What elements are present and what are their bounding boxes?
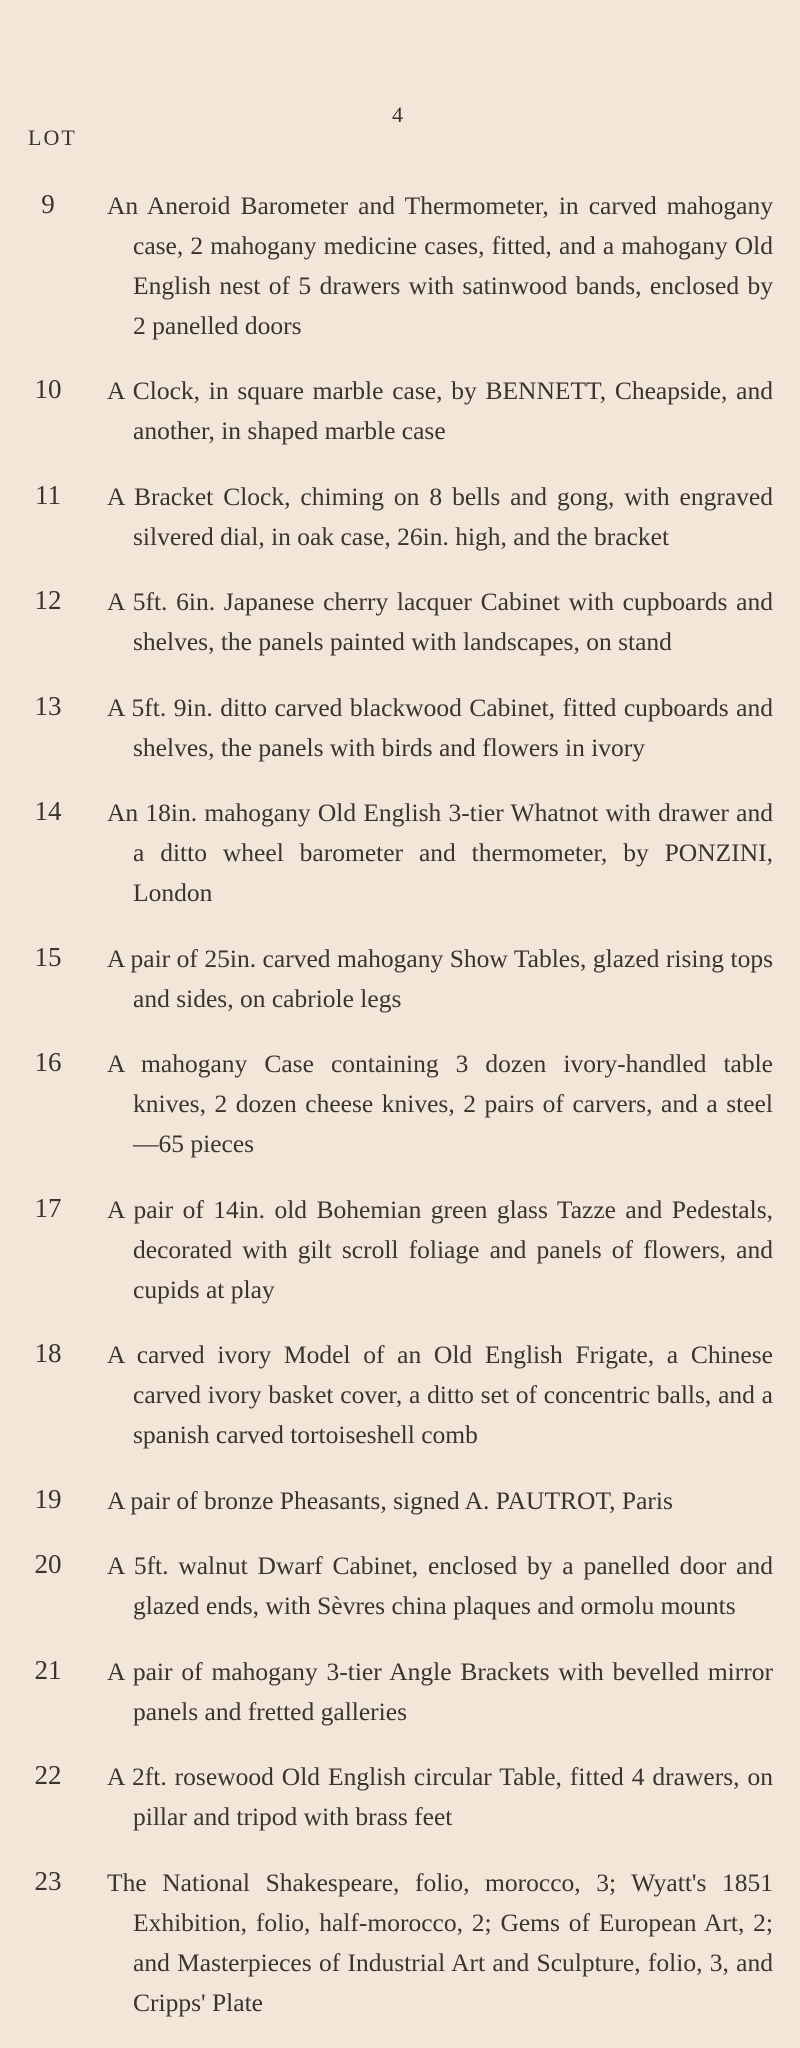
lot-number: 17	[34, 1192, 62, 1223]
lot-description: A pair of 25in. carved mahogany Show Tables, glazed rising tops and sides, on cabriole legs	[107, 943, 773, 1013]
lot-entry	[0, 186, 800, 346]
lot-description: The National Shakespeare, folio, morocco, 3; Wyatt's 1851 Exhibition, folio, half-morocco, 2; Gems of European Art, 2; and Masterpieces of Industrial Art and Sculpture, folio, 3, and Cripps' Plate	[107, 1867, 773, 2017]
lot-entry	[0, 1335, 800, 1455]
lot-description: An Aneroid Barometer and Thermometer, in carved mahogany case, 2 mahogany medicine cases, fitted, and a mahogany Old English nest of 5 drawers with satinwood bands, enclosed by 2 panelled doors	[107, 190, 773, 340]
lot-list	[0, 160, 800, 2048]
lot-number: 15	[34, 941, 62, 972]
lot-description: An 18in. mahogany Old English 3-tier Whatnot with drawer and a ditto wheel barometer and thermometer, by PONZINI, London	[107, 798, 773, 907]
lot-description: A 2ft. rosewood Old English circular Table, fitted 4 drawers, on pillar and tripod with brass feet	[107, 1762, 773, 1831]
lot-number: 22	[34, 1760, 62, 1790]
lot-description: A 5ft. 6in. Japanese cherry lacquer Cabinet with cupboards and shelves, the panels painted with landscapes, on stand	[107, 587, 773, 656]
lot-number: 9	[41, 188, 55, 219]
lot-description: A Bracket Clock, chiming on 8 bells and gong, with engraved silvered dial, in oak case, 26in. high, and the bracket	[107, 481, 773, 551]
lot-description: A pair of bronze Pheasants, signed A. PAUTROT, Paris	[107, 1485, 673, 1515]
lot-number: 21	[34, 1654, 62, 1685]
lot-entry	[0, 793, 800, 913]
lot-description: A pair of 14in. old Bohemian green glass Tazze and Pedestals, decorated with gilt scroll foliage and panels of flowers, and cupids at play	[107, 1194, 773, 1304]
lot-description: A Clock, in square marble case, by BENNETT, Cheapside, and another, in shaped marble case	[107, 376, 773, 445]
page-number: 4	[392, 102, 403, 127]
lot-description: A pair of mahogany 3-tier Angle Brackets with bevelled mirror panels and fretted galleries	[107, 1656, 773, 1726]
lot-entry	[0, 1652, 800, 1732]
lot-number: 14	[34, 796, 62, 826]
lot-number: 16	[34, 1047, 62, 1077]
lot-entry	[0, 371, 800, 451]
lot-description: A carved ivory Model of an Old English Frigate, a Chinese carved ivory basket cover, a ditto set of concentric balls, and a spanish carved tortoiseshell comb	[107, 1340, 773, 1449]
lot-number: 12	[34, 585, 62, 615]
lot-number: 18	[34, 1338, 62, 1368]
lot-number: 11	[35, 479, 61, 510]
lot-entry	[0, 1190, 800, 1310]
lot-entry	[0, 1481, 800, 1521]
lot-entry	[0, 1863, 800, 2023]
lot-number: 19	[34, 1483, 62, 1514]
lot-entry	[0, 1757, 800, 1837]
lot-column-header: LOT	[28, 125, 77, 150]
lot-number: 20	[34, 1549, 62, 1579]
lot-number: 10	[34, 374, 62, 404]
lot-number: 13	[34, 690, 62, 721]
lot-entry	[0, 688, 800, 768]
lot-entry	[0, 1546, 800, 1626]
lot-entry	[0, 939, 800, 1019]
lot-number: 23	[34, 1865, 62, 1896]
lot-entry	[0, 1044, 800, 1164]
lot-description: A 5ft. 9in. ditto carved blackwood Cabinet, fitted cupboards and shelves, the panels with birds and flowers in ivory	[107, 692, 773, 762]
lot-entry	[0, 582, 800, 662]
lot-description: A mahogany Case containing 3 dozen ivory-handled table knives, 2 dozen cheese knives, 2 pairs of carvers, and a steel—65 pieces	[107, 1049, 773, 1158]
lot-entry	[0, 477, 800, 557]
lot-description: A 5ft. walnut Dwarf Cabinet, enclosed by a panelled door and glazed ends, with Sèvres china plaques and ormolu mounts	[107, 1551, 773, 1620]
